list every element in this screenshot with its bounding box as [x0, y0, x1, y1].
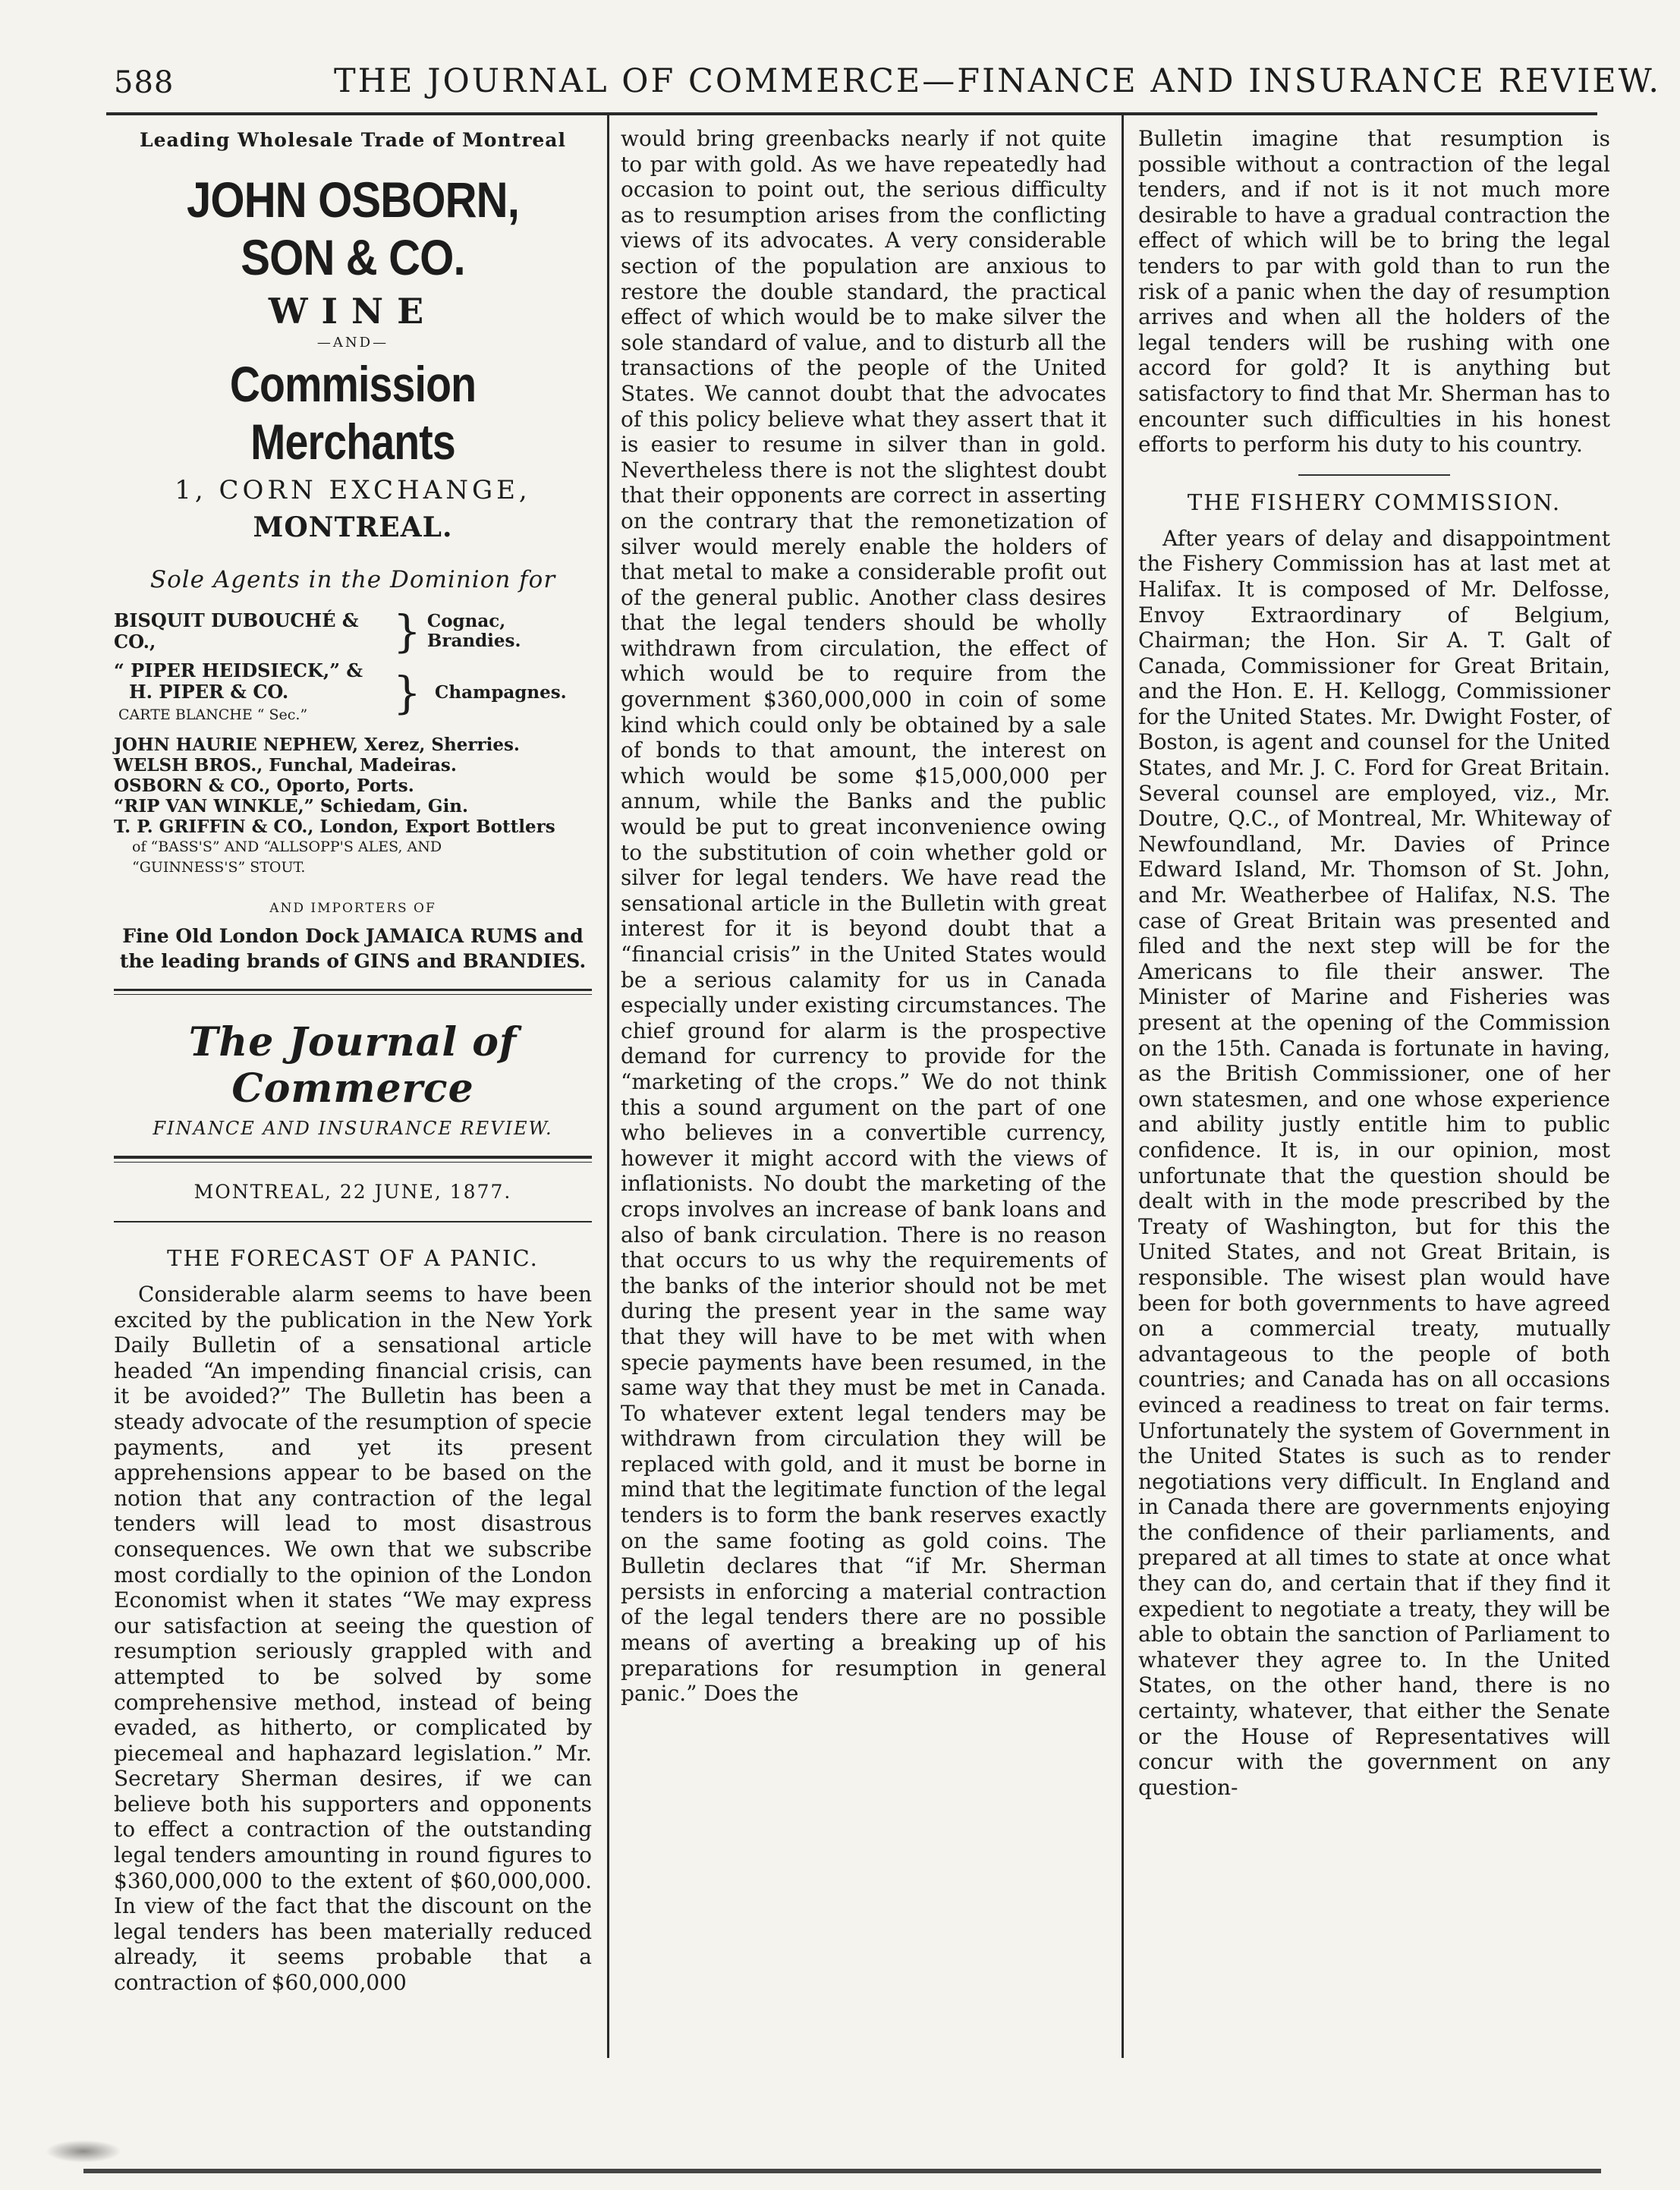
- header-rule: [106, 112, 1597, 115]
- article-paragraph: Considerable alarm seems to have been excited by the publication in the New York Daily Bulletin of a sensational article headed “An impending financial crisis, can it be avoided?” The Bulletin has been a steady advocate of the resumption of specie payments, and yet its present apprehensions appear to be based on the notion that any contraction of the legal tenders will lead to most disastrous consequences. We own that we subscribe most cordially to the opinion of the London Economist when it states “We may express our satisfaction at seeing the question of resumption seriously grappled with and attempted to be solved by some comprehensive method, instead of being evaded, as hitherto, or complicated by piecemeal and haphazard legislation.” Mr. Secretary Sherman desires, if we can believe both his supporters and opponents to effect a contraction of the outstanding legal tenders amounting in round figures to $360,000,000 to the extent of $60,000,000. In view of the fact that the discount on the legal tenders has been materially reduced already, it seems probable that a contraction of $60,000,000: [114, 1282, 592, 1996]
- agency-item: T. P. GRIFFIN & CO., London, Export Bottlers: [114, 817, 555, 837]
- agency-brand: H. PIPER & CO.: [129, 681, 289, 703]
- ad-rule: [114, 989, 592, 995]
- article-paragraph: After years of delay and disappointment the Fishery Commission has at last met at Halifax. It is composed of Mr. Delfosse, Envoy Extraordinary of Belgium, Chairman; the Hon. Sir A. T. Galt of Canada, Commissioner for Great Britain, and the Hon. E. H. Kellogg, Commissioner for the United States. Mr. Dwight Foster, of Boston, is agent and counsel for the United States, and Mr. J. C. Ford for Great Britain. Several counsel are employed, viz., Mr. Doutre, Q.C., of Montreal, Mr. Whiteway of Newfoundland, Mr. Davies of Prince Edward Island, Mr. Thomson of St. John, and Mr. Weatherbee of Halifax, N.S. The case of Great Britain was presented and filed and the next step will be for the Americans to file their answer. The Minister of Marine and Fisheries was present at the opening of the Commission on the 15th. Canada is fortunate in having, as the British Commissioner, one of her own statesmen, and one whose experience and ability justly entitle him to public confidence. It is, in our opinion, most unfortunate that the question should be dealt with in the mode prescribed by the Treaty of Washington, but for this the United States, and not Great Britain, is responsible. The wisest plan would have been for both governments to have agreed on a commercial treaty, mutually advantageous to the people of both countries; and Canada has on all occasions evinced a readiness to treat on fair terms. Unfortunately the system of Government in the United States is such as to render negotiations very difficult. In England and in Canada there are governments enjoying the confidence of their parliaments, and prepared at all times to state at once what they can do, and certain that if they find it expedient to negotiate a treaty, they will be able to obtain the sanction of Parliament to whatever they agree to. In the United States, on the other hand, there is no certainty, whatever, that either the Senate or the House of Representatives will concur with the government on any question-: [1138, 525, 1610, 1800]
- ad-firm-name: JOHN OSBORN, SON & CO.: [186, 171, 519, 285]
- brace: }: [393, 667, 421, 719]
- column-rule: [1122, 115, 1124, 2058]
- column-2: [621, 126, 1106, 1707]
- ad-and: —AND—: [316, 335, 389, 351]
- agency-item: JOHN HAURIE NEPHEW, Xerez, Sherries.: [114, 735, 520, 755]
- brace: }: [393, 606, 421, 657]
- ad-address: 1, CORN EXCHANGE,: [175, 475, 531, 505]
- ink-smudge: [46, 2140, 121, 2163]
- ad-agency-table: [114, 606, 592, 657]
- masthead-rule: [114, 1156, 592, 1163]
- ad-city: MONTREAL.: [253, 511, 453, 543]
- agency-brand: BISQUIT DUBOUCHÉ & CO.,: [114, 609, 359, 653]
- ad-agency-list: [114, 735, 592, 878]
- dateline: MONTREAL, 22 JUNE, 1877.: [193, 1181, 512, 1203]
- dateline-rule: [114, 1221, 592, 1222]
- page-header: [106, 55, 1662, 108]
- running-title: THE JOURNAL OF COMMERCE—FINANCE AND INSURANCE REVIEW.: [334, 62, 1662, 100]
- page-number: 588: [114, 65, 175, 100]
- agency-item: “RIP VAN WINKLE,” Schiedam, Gin.: [114, 796, 469, 817]
- article-heading: THE FORECAST OF A PANIC.: [167, 1245, 539, 1271]
- ad-importers: AND IMPORTERS OF: [269, 901, 436, 916]
- advertisement: [114, 129, 592, 995]
- masthead-subtitle: FINANCE AND INSURANCE REVIEW.: [153, 1118, 553, 1139]
- agency-type: Champagnes.: [435, 682, 567, 703]
- ad-kicker: Leading Wholesale Trade of Montreal: [140, 129, 566, 151]
- agency-brand: CARTE BLANCHE “ Sec.”: [118, 706, 308, 723]
- column-rule: [607, 115, 609, 2058]
- agency-row: [114, 660, 592, 725]
- column-1: [114, 126, 592, 1996]
- section-rule: [1298, 474, 1450, 476]
- agency-item: “GUINNESS'S” STOUT.: [132, 859, 306, 876]
- masthead-title: The Journal of Commerce: [188, 1019, 518, 1112]
- column-3: [1138, 126, 1610, 1800]
- ad-trade: WINE: [268, 291, 438, 332]
- agency-brand: “ PIPER HEIDSIECK,” &: [114, 659, 363, 681]
- agency-item: of “BASS'S” AND “ALLSOPP'S ALES, AND: [132, 839, 442, 855]
- article-heading: THE FISHERY COMMISSION.: [1187, 489, 1562, 515]
- ad-agency-table: [114, 660, 592, 725]
- article-paragraph: Bulletin imagine that resumption is possible without a contraction of the legal tenders, and if not is it not much more desirable to have a gradual contraction the effect of which will be to bring the legal tenders to par with gold than to run the risk of a panic when the day of resumption arrives and when all the holders of the legal tenders will be rushing with one accord for gold? It is anything but satisfactory to find that Mr. Sherman has to encounter such difficulties in his honest efforts to perform his duty to his country.: [1138, 126, 1610, 458]
- bottom-rule: [83, 2169, 1601, 2173]
- agency-item: OSBORN & CO., Oporto, Ports.: [114, 776, 414, 796]
- agency-row: [114, 610, 592, 653]
- ad-commission: Commission Merchants: [229, 356, 477, 470]
- article-paragraph: would bring greenbacks nearly if not quite to par with gold. As we have repeatedly had occasion to point out, the serious difficulty as to resumption arises from the conflicting views of its advocates. A very considerable section of the population are anxious to restore the double standard, the practical effect of which would be to make silver the sole standard of value, and to disturb all the transactions of the people of the United States. We cannot doubt that the advocates of this policy believe what they assert that it is easier to resume in silver than in gold. Nevertheless there is not the slightest doubt that their opponents are correct in asserting on the contrary that the remonetization of silver would merely enable the holders of that metal to make a considerable profit out of the general public. Another class desires that the legal tenders should be wholly withdrawn from circulation, the effect of which would be to require from the government $360,000,000 in coin of some kind which could only be obtained by a sale of bonds to that amount, the interest on which would be some $15,000,000 per annum, while the Banks and the public would be put to great inconvenience owing to the substitution of coin whether gold or silver for legal tenders. We have read the sensational article in the Bulletin with great interest for it is beyond doubt that a “financial crisis” in the United States would be a serious calamity for us in Canada especially under existing circumstances. The chief ground for alarm is the prospective demand for currency to provide for the “marketing of the crops.” We do not think this a sound argument on the part of one who believes in a convertible currency, however it might accord with the views of inflationists. No doubt the marketing of the crops involves an increase of bank loans and also of bank circulation. There is no reason that occurs to us why the requirements of the banks of the interior should not be met during the present year in the same way that they will have to be met with when specie payments have been resumed, in the same way that they must be met in Canada. To whatever extent legal tenders may be withdrawn from circulation they will be replaced with gold, and it must be borne in mind that the legitimate function of the legal tenders is to form the bank reserves exactly on the same footing as gold coins. The Bulletin declares that “if Mr. Sherman persists in enforcing a material contraction of the legal tenders there are no possible means of averting a breaking up of his preparations for resumption in general panic.” Does the: [621, 126, 1106, 1707]
- agency-type: Cognac, Brandies.: [426, 611, 521, 651]
- masthead: [114, 1019, 592, 1222]
- ad-rums: Fine Old London Dock JAMAICA RUMS and the leading brands of GINS and BRANDIES.: [119, 925, 587, 972]
- ad-agents-line: Sole Agents in the Dominion for: [149, 566, 556, 593]
- article-panic-start: [114, 1245, 592, 1996]
- agency-item: WELSH BROS., Funchal, Madeiras.: [114, 755, 457, 776]
